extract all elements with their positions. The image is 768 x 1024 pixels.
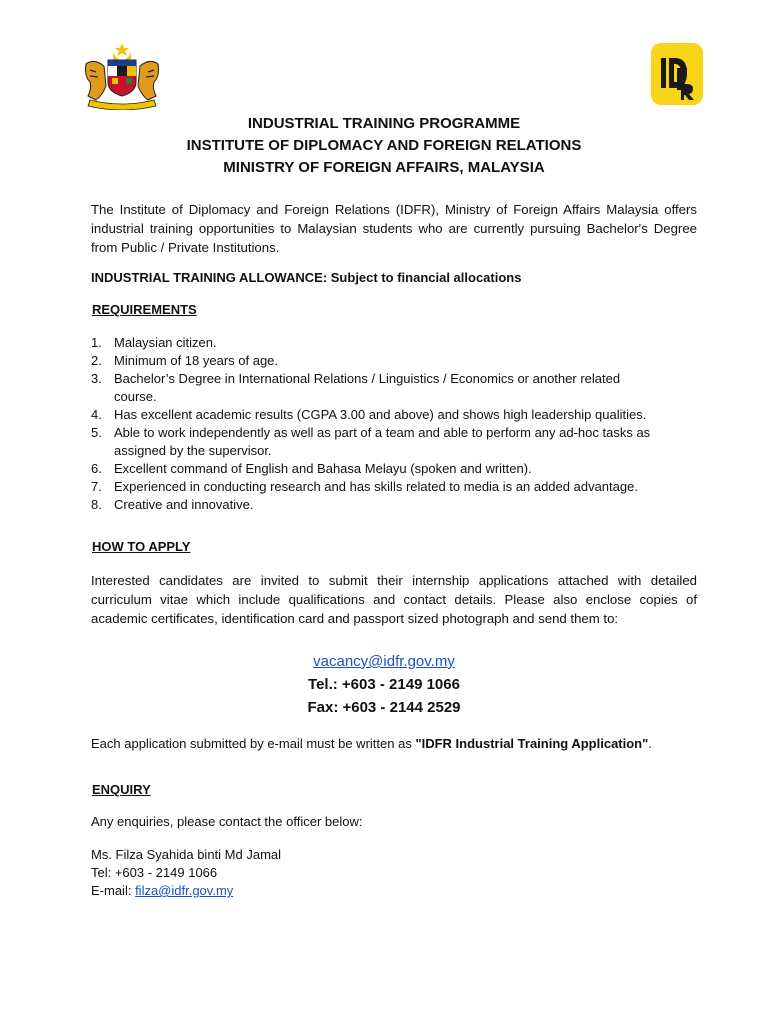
list-item: 7. Experienced in conducting research and has skills related to media is an added advantage. — [91, 479, 638, 494]
list-item: 1. Malaysian citizen. — [91, 335, 217, 350]
how-to-apply-heading: HOW TO APPLY — [92, 539, 191, 554]
vacancy-email-link[interactable]: vacancy@idfr.gov.my — [313, 653, 455, 670]
idfr-logo-icon — [657, 48, 697, 100]
officer-name: Ms. Filza Syahida binti Md Jamal — [91, 847, 282, 862]
idfr-logo — [651, 43, 703, 105]
enquiry-heading: ENQUIRY — [92, 782, 151, 797]
allowance-line: INDUSTRIAL TRAINING ALLOWANCE: Subject to financial allocations — [91, 270, 522, 285]
officer-email-label: E-mail: — [91, 883, 136, 898]
list-item: 3. Bachelor’s Degree in International Relations / Linguistics / Economics or another related course. — [91, 371, 621, 404]
list-item: 8. Creative and innovative. — [91, 497, 254, 512]
application-tel: Tel.: +603 - 2149 1066 — [308, 676, 460, 693]
application-fax: Fax: +603 - 2144 2529 — [307, 699, 461, 716]
application-contact — [0, 650, 768, 719]
list-item: 2. Minimum of 18 years of age. — [91, 353, 279, 368]
officer-email-link[interactable]: filza@idfr.gov.my — [135, 883, 234, 898]
officer-tel: Tel: +603 - 2149 1066 — [91, 865, 218, 880]
document-title — [0, 113, 768, 179]
title-line-1: INDUSTRIAL TRAINING PROGRAMME — [247, 115, 521, 132]
enquiry-paragraph: Any enquiries, please contact the officer below: — [91, 814, 363, 829]
malaysia-coat-of-arms-icon — [78, 42, 166, 110]
list-item: 5. Able to work independently as well as part of a team and able to perform any ad-hoc tasks as assigned by the supervisor. — [91, 425, 651, 458]
requirements-heading: REQUIREMENTS — [92, 302, 197, 317]
list-item: 6. Excellent command of English and Bahasa Melayu (spoken and written). — [91, 461, 532, 476]
title-line-3: MINISTRY OF FOREIGN AFFAIRS, MALAYSIA — [223, 159, 545, 176]
list-item: 4. Has excellent academic results (CGPA 3.00 and above) and shows high leadership qualities. — [91, 407, 647, 422]
email-subject-note: Each application submitted by e-mail must be written as "IDFR Industrial Training Application". — [91, 736, 652, 751]
requirements-list — [91, 334, 701, 514]
title-line-2: INSTITUTE OF DIPLOMACY AND FOREIGN RELATIONS — [186, 137, 582, 154]
officer-contact — [91, 846, 281, 900]
how-to-apply-paragraph: Interested candidates are invited to submit their internship applications attached with detailed curriculum vitae which include qualifications and contact details. Please also enclose copies of academic certificates, identification card and passport sized photograph and send them to: — [91, 573, 697, 626]
intro-paragraph: The Institute of Diplomacy and Foreign Relations (IDFR), Ministry of Foreign Affairs Malaysia offers industrial training opportunities to Malaysian students who are currently pursuing Bachelor's Degree from Public / Private Institutions. — [91, 202, 697, 255]
